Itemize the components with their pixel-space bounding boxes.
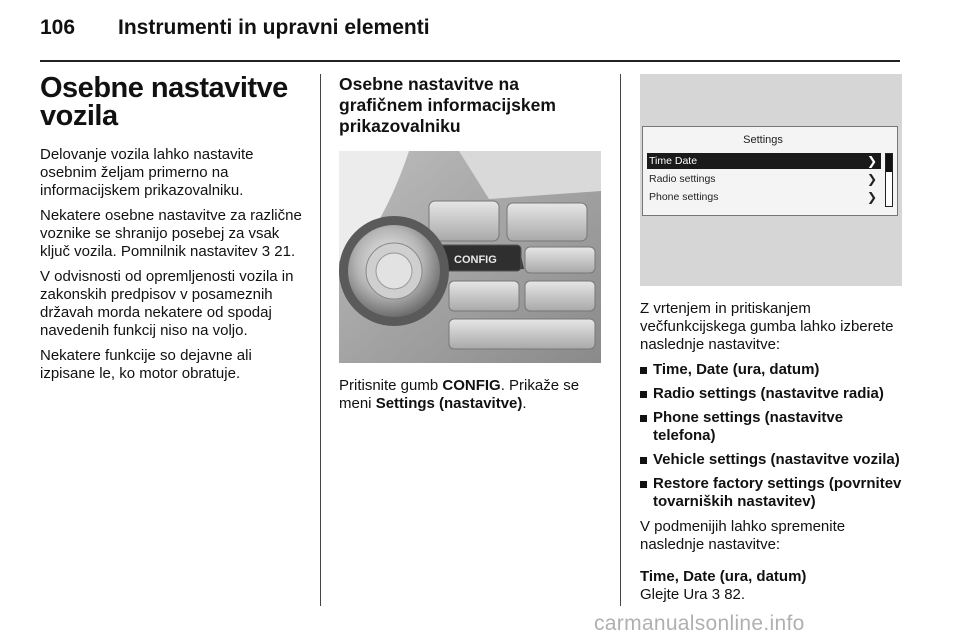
- paragraph-3: V odvisnosti od opremljenosti vozila in zakonskih predpisov v posameznih državah morda nekatere od spodaj navedenih funkcij niso na voljo.: [40, 268, 294, 339]
- bullet-square-icon: [640, 367, 647, 374]
- intro-text: Z vrtenjem in pritiskanjem večfunkcijskega gumba lahko izberete naslednje nastavitve:: [640, 300, 894, 353]
- chapter-title: Instrumenti in upravni elementi: [118, 16, 430, 39]
- section-heading-2: Osebne nastavitve na grafičnem informacijskem prikazovalniku: [339, 74, 556, 136]
- page-ref-icon: 3: [261, 243, 271, 260]
- section-heading: Osebne nastavitve vozila: [40, 72, 288, 132]
- column-divider-2: [620, 74, 621, 606]
- dashboard-photo-icon: [339, 151, 601, 363]
- column-3: [640, 74, 902, 611]
- list-item: Radio settings (nastavitve radia): [640, 385, 902, 403]
- bullet-square-icon: [640, 391, 647, 398]
- list-item: Phone settings (nastavitve telefona): [640, 409, 902, 445]
- screen-title: Settings: [743, 134, 783, 146]
- bullet-square-icon: [640, 481, 647, 488]
- bullet-square-icon: [640, 415, 647, 422]
- config-instruction: Pritisnite gumb CONFIG. Prikaže se meni Settings (nastavitve).: [339, 377, 580, 412]
- page-ref-icon: 3: [711, 586, 721, 603]
- column-divider-1: [320, 74, 321, 606]
- bullet-square-icon: [640, 457, 647, 464]
- screen-scrollbar: [885, 153, 893, 207]
- screen-row-phone: Phone settings ❯: [649, 190, 877, 204]
- subheading-time-date: Time, Date (ura, datum): [640, 568, 807, 585]
- chevron-right-icon: ❯: [866, 154, 877, 168]
- screen-row-radio: Radio settings ❯: [649, 172, 877, 186]
- list-item: Time, Date (ura, datum): [640, 361, 902, 379]
- paragraph-2: Nekatere osebne nastavitve za različne voznike se shranijo posebej za vsak ključ vozila. Pomnilnik nastavitev 3 21.: [40, 207, 302, 260]
- photo-config-label: CONFIG: [454, 254, 497, 266]
- paragraph-1: Delovanje vozila lahko nastavite osebnim željam primerno na informacijskem prikazovalniku.: [40, 146, 254, 199]
- see-reference: Glejte Ura 3 82.: [640, 586, 746, 603]
- screen-row-time-date: Time Date ❯: [647, 153, 881, 169]
- chevron-right-icon: ❯: [866, 190, 877, 204]
- config-button-ref: CONFIG: [442, 377, 501, 394]
- page-number: 106: [40, 16, 76, 39]
- settings-display: [642, 126, 898, 216]
- page-ref-link[interactable]: 82.: [724, 586, 746, 603]
- settings-list: [640, 361, 902, 511]
- chevron-right-icon: ❯: [866, 172, 877, 186]
- watermark: carmanualsonline.info: [594, 612, 805, 635]
- list-item: Vehicle settings (nastavitve vozila): [640, 451, 902, 469]
- submenu-text: V podmenijih lahko spremenite naslednje nastavitve:: [640, 518, 846, 553]
- page-ref-link[interactable]: 21.: [274, 243, 296, 260]
- column-1: [40, 74, 302, 390]
- paragraph-4: Nekatere funkcije so dejavne ali izpisane le, ko motor obratuje.: [40, 347, 252, 382]
- settings-screen-image: [640, 74, 902, 286]
- list-item: Restore factory settings (povrnitev tovarniških nastavitev): [640, 475, 902, 511]
- config-button-photo: [339, 151, 601, 363]
- settings-menu-ref: Settings (nastavitve): [375, 395, 523, 412]
- page-header: [40, 14, 900, 54]
- header-divider: [40, 60, 900, 62]
- column-2: [339, 74, 601, 420]
